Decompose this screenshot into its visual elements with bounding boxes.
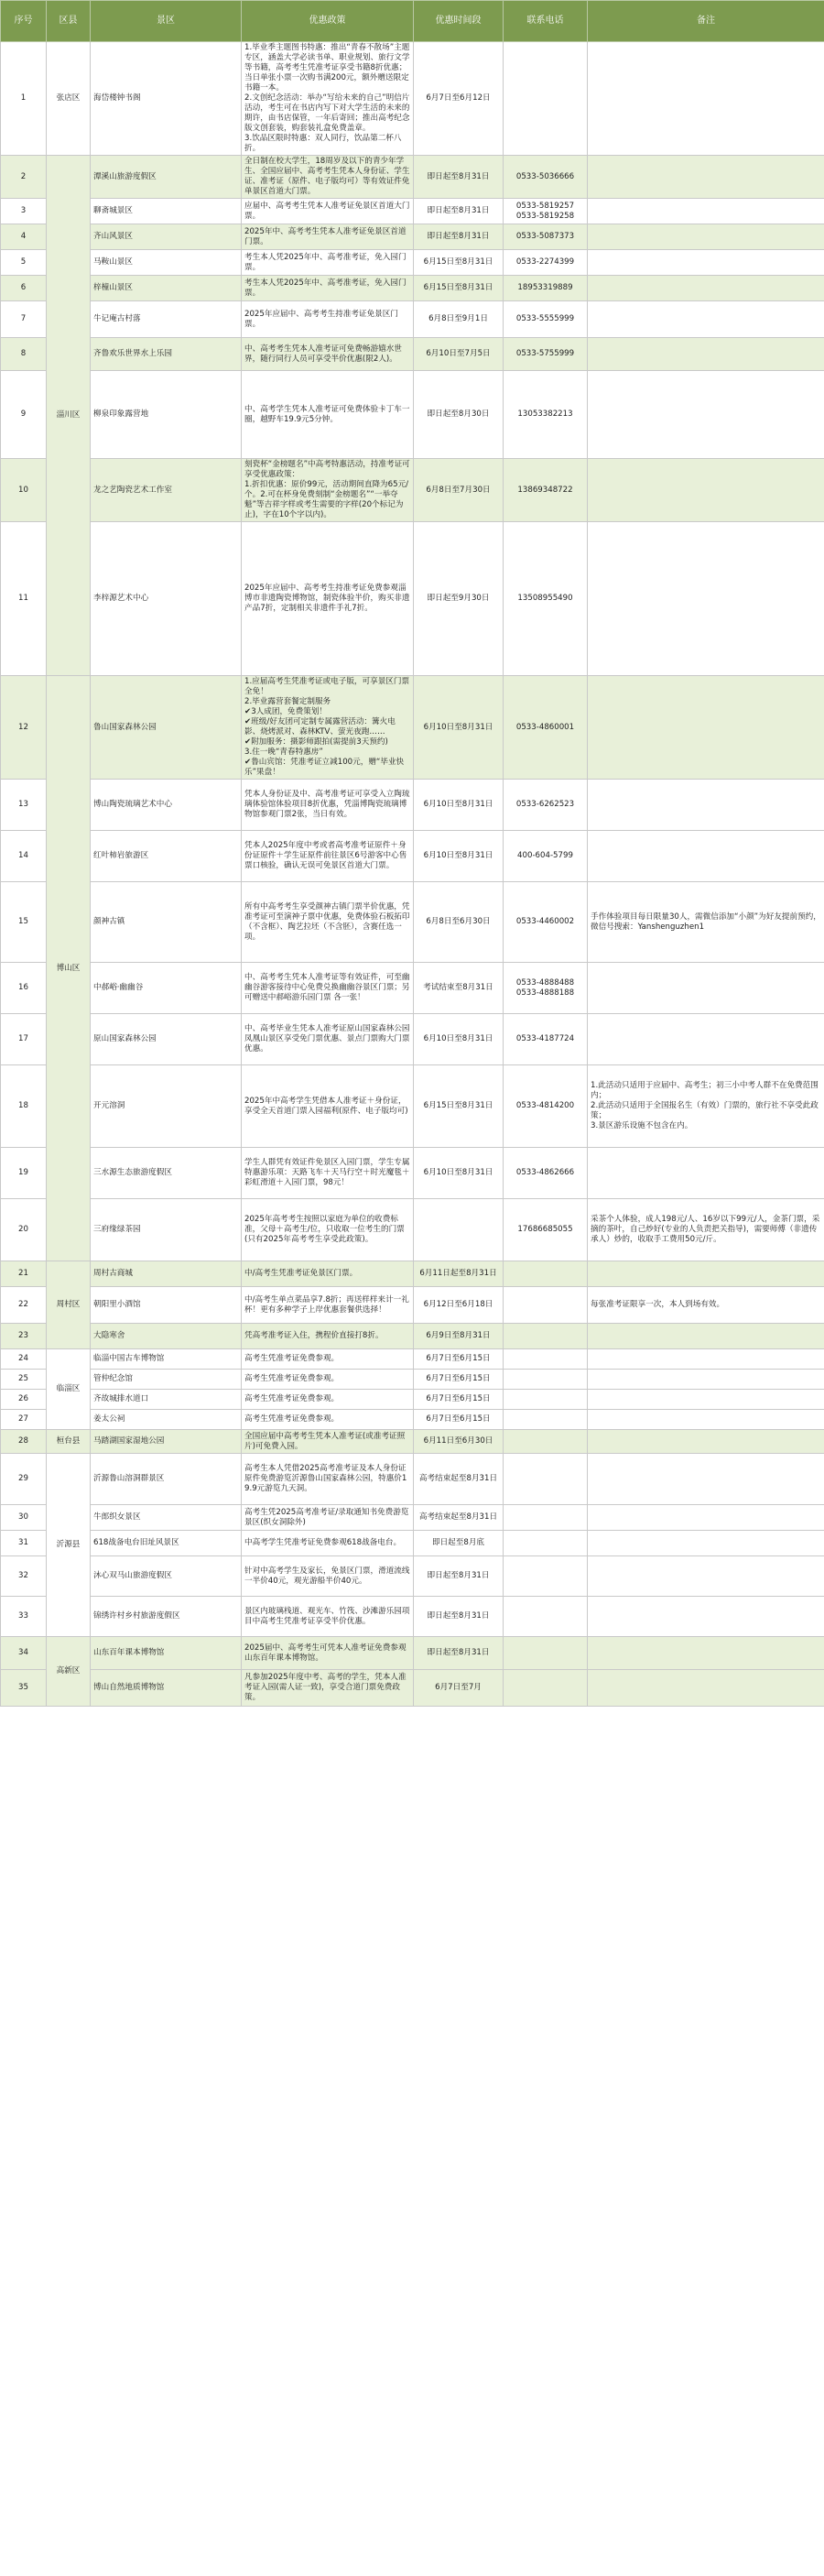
table-row bbox=[1, 1410, 824, 1430]
table-row bbox=[1, 250, 824, 276]
spot-name: 三府缘绿茶园 bbox=[91, 1199, 242, 1261]
note-text bbox=[588, 1349, 824, 1370]
policy-text: 中、高考学生凭本人准考证可免费体验卡丁车一圈，越野车19.9元5分钟。 bbox=[242, 371, 414, 459]
period-text: 即日起至8月31日 bbox=[414, 1556, 504, 1597]
spot-name: 原山国家森林公园 bbox=[91, 1014, 242, 1065]
note-text bbox=[588, 371, 824, 459]
spot-name: 海岱楼钟书阁 bbox=[91, 42, 242, 156]
table-row bbox=[1, 676, 824, 780]
table-row bbox=[1, 1637, 824, 1670]
note-text bbox=[588, 42, 824, 156]
policy-text: 全日制在校大学生，18周岁及以下的青少年学生、全国应届中、高考考生凭本人身份证、学生证、准考证（原件、电子版均可）等有效证件免单景区首道大门票。 bbox=[242, 156, 414, 199]
header-cell: 区县 bbox=[47, 1, 91, 42]
period-text: 6月7日至6月15日 bbox=[414, 1370, 504, 1390]
district-cell: 博山区 bbox=[47, 676, 91, 1261]
period-text: 即日起至8月31日 bbox=[414, 199, 504, 224]
note-text bbox=[588, 276, 824, 301]
spot-name: 聊斋城景区 bbox=[91, 199, 242, 224]
policy-text: 1.毕业季主题图书特惠：推出“青春不散场”主题专区，涵盖大学必读书单、职业规划、旅行文学等书籍，高考考生凭准考证享受书籍8折优惠；当日单张小票一次购书满200元，额外赠送限定书籍一本。 2.文创纪念活动：举办“写给未来的自己”明信片活动，考生可在书店内写下对大学生活的未来的期许，由书店保管，一年后寄回；推出高考纪念版文创套装，购套装礼盒免费盖章。 3.饮品区限时特惠：双人同行，饮品第二杯八折。 bbox=[242, 42, 414, 156]
row-number: 15 bbox=[1, 882, 47, 963]
spot-name: 管仲纪念馆 bbox=[91, 1370, 242, 1390]
period-text: 即日起至8月31日 bbox=[414, 1597, 504, 1637]
period-text: 6月7日至6月15日 bbox=[414, 1349, 504, 1370]
table-row bbox=[1, 1148, 824, 1199]
note-text bbox=[588, 1390, 824, 1410]
period-text: 6月7日至6月15日 bbox=[414, 1390, 504, 1410]
header-cell: 序号 bbox=[1, 1, 47, 42]
period-text: 即日起至8月30日 bbox=[414, 371, 504, 459]
row-number: 5 bbox=[1, 250, 47, 276]
period-text: 高考结束起至8月31日 bbox=[414, 1454, 504, 1505]
spot-name: 大隐寒舍 bbox=[91, 1324, 242, 1349]
table-row bbox=[1, 199, 824, 224]
period-text: 6月10日至8月31日 bbox=[414, 780, 504, 831]
table-row bbox=[1, 338, 824, 371]
row-number: 4 bbox=[1, 224, 47, 250]
district-cell: 周村区 bbox=[47, 1261, 91, 1349]
table-row bbox=[1, 831, 824, 882]
table-row bbox=[1, 459, 824, 522]
row-number: 29 bbox=[1, 1454, 47, 1505]
policy-text: 考生本人凭2025年中、高考准考证，免入园门票。 bbox=[242, 250, 414, 276]
policy-text: 高考生凭2025高考准考证/录取通知书免费游览景区(织女洞除外) bbox=[242, 1505, 414, 1531]
table-row bbox=[1, 522, 824, 676]
spot-name: 博山自然地质博物馆 bbox=[91, 1670, 242, 1707]
note-text bbox=[588, 522, 824, 676]
phone-text bbox=[504, 1261, 588, 1287]
phone-text bbox=[504, 42, 588, 156]
row-number: 1 bbox=[1, 42, 47, 156]
policy-text: 刻瓷杯“金榜题名”中高考特惠活动，持准考证可享受优惠政策： 1.折扣优惠：原价99元，活动期间直降为65元/个。2.可在杯身免费刻制“金榜题名”“一举夺魁”等吉祥字样或考生需要的字样(20个标记为止)，字在10个字以内)。 bbox=[242, 459, 414, 522]
period-text: 6月11日起至8月31日 bbox=[414, 1261, 504, 1287]
phone-text: 0533-4888488 0533-4888188 bbox=[504, 963, 588, 1014]
period-text: 6月12日至6月18日 bbox=[414, 1287, 504, 1324]
table-row bbox=[1, 301, 824, 338]
period-text: 6月15日至8月31日 bbox=[414, 250, 504, 276]
period-text: 6月10日至7月5日 bbox=[414, 338, 504, 371]
row-number: 10 bbox=[1, 459, 47, 522]
phone-text: 0533-5036666 bbox=[504, 156, 588, 199]
policy-text: 2025年高考考生按照以家庭为单位的收费标准，父母＋高考生/位，只收取一位考生的门票(只有2025年高考考生享受此政策)。 bbox=[242, 1199, 414, 1261]
district-cell: 高新区 bbox=[47, 1637, 91, 1707]
phone-text: 0533-4862666 bbox=[504, 1148, 588, 1199]
policy-text: 2025届中、高考考生可凭本人准考证免费参观山东百年课本博物馆。 bbox=[242, 1637, 414, 1670]
table-row bbox=[1, 371, 824, 459]
period-text: 高考结束起至8月31日 bbox=[414, 1505, 504, 1531]
phone-text bbox=[504, 1349, 588, 1370]
phone-text bbox=[504, 1390, 588, 1410]
header-cell: 优惠时间段 bbox=[414, 1, 504, 42]
table-row bbox=[1, 42, 824, 156]
period-text bbox=[414, 1199, 504, 1261]
spot-name: 三水源生态旅游度假区 bbox=[91, 1148, 242, 1199]
table-row bbox=[1, 1287, 824, 1324]
period-text: 6月8日至9月1日 bbox=[414, 301, 504, 338]
table-row bbox=[1, 1324, 824, 1349]
phone-text bbox=[504, 1670, 588, 1707]
row-number: 34 bbox=[1, 1637, 47, 1670]
phone-text: 17686685055 bbox=[504, 1199, 588, 1261]
period-text: 6月9日至8月31日 bbox=[414, 1324, 504, 1349]
policy-text: 2025年中、高考考生凭本人准考证免景区首道门票。 bbox=[242, 224, 414, 250]
note-text: 手作体验项目每日限量30人，需微信添加“小颜”为好友提前预约，微信号搜索：Yanshenguzhen1 bbox=[588, 882, 824, 963]
phone-text: 13508955490 bbox=[504, 522, 588, 676]
row-number: 20 bbox=[1, 1199, 47, 1261]
spot-name: 柳泉印象露营地 bbox=[91, 371, 242, 459]
table-row bbox=[1, 1454, 824, 1505]
table-row bbox=[1, 1014, 824, 1065]
period-text: 即日起至8月31日 bbox=[414, 156, 504, 199]
phone-text bbox=[504, 1430, 588, 1454]
row-number: 7 bbox=[1, 301, 47, 338]
policy-text: 中/高考生单点菜品享7.8折；再送样样来计一礼杯！更有多种学子上岸优惠套餐供选择！ bbox=[242, 1287, 414, 1324]
policy-text: 应届中、高考考生凭本人准考证免景区首道大门票。 bbox=[242, 199, 414, 224]
spot-name: 马踏湖国家湿地公园 bbox=[91, 1430, 242, 1454]
period-text: 即日起至8月31日 bbox=[414, 1637, 504, 1670]
row-number: 33 bbox=[1, 1597, 47, 1637]
row-number: 22 bbox=[1, 1287, 47, 1324]
period-text: 6月10日至8月31日 bbox=[414, 1014, 504, 1065]
row-number: 23 bbox=[1, 1324, 47, 1349]
note-text bbox=[588, 1670, 824, 1707]
row-number: 3 bbox=[1, 199, 47, 224]
table-row bbox=[1, 1349, 824, 1370]
phone-text: 0533-4460002 bbox=[504, 882, 588, 963]
spot-name: 锦绣许村乡村旅游度假区 bbox=[91, 1597, 242, 1637]
policy-text: 全国应届中高考考生凭本人准考证(或准考证照片)可免费入园。 bbox=[242, 1430, 414, 1454]
table-row bbox=[1, 156, 824, 199]
period-text: 6月11日至6月30日 bbox=[414, 1430, 504, 1454]
spot-name: 山东百年课本博物馆 bbox=[91, 1637, 242, 1670]
policy-text: 所有中高考考生享受颜神古镇门票半价优惠，凭准考证可至演神子票中优惠，免费体验石板拓印（不含框）、陶艺拉坯（不含胚），含赛任选一项。 bbox=[242, 882, 414, 963]
spot-name: 鲁山国家森林公园 bbox=[91, 676, 242, 780]
table-row bbox=[1, 1597, 824, 1637]
table-row bbox=[1, 882, 824, 963]
period-text: 6月10日至8月31日 bbox=[414, 1148, 504, 1199]
phone-text bbox=[504, 1597, 588, 1637]
spot-name: 红叶柿岩旅游区 bbox=[91, 831, 242, 882]
phone-text bbox=[504, 1324, 588, 1349]
spot-name: 博山陶瓷琉璃艺术中心 bbox=[91, 780, 242, 831]
note-text bbox=[588, 250, 824, 276]
period-text: 6月8日至7月30日 bbox=[414, 459, 504, 522]
phone-text: 0533-4187724 bbox=[504, 1014, 588, 1065]
district-cell: 张店区 bbox=[47, 42, 91, 156]
policy-text: 景区内玻璃栈道、观光车、竹筏、沙滩游乐园项目中高考生凭准考证享受半价优惠。 bbox=[242, 1597, 414, 1637]
policy-text: 中、高考毕业生凭本人准考证原山国家森林公园凤凰山景区享受免门票优惠、景点门票购大门票优惠。 bbox=[242, 1014, 414, 1065]
row-number: 21 bbox=[1, 1261, 47, 1287]
note-text bbox=[588, 199, 824, 224]
row-number: 28 bbox=[1, 1430, 47, 1454]
note-text bbox=[588, 338, 824, 371]
phone-text: 400-604-5799 bbox=[504, 831, 588, 882]
table-row bbox=[1, 276, 824, 301]
note-text bbox=[588, 459, 824, 522]
table-row bbox=[1, 963, 824, 1014]
table-row bbox=[1, 1390, 824, 1410]
policy-text: 中/高考生凭准考证免景区门票。 bbox=[242, 1261, 414, 1287]
phone-text: 0533-4814200 bbox=[504, 1065, 588, 1148]
spot-name: 618战备电台旧址风景区 bbox=[91, 1531, 242, 1556]
table-row bbox=[1, 1531, 824, 1556]
district-cell: 临淄区 bbox=[47, 1349, 91, 1430]
period-text: 6月7日至6月15日 bbox=[414, 1410, 504, 1430]
note-text bbox=[588, 1556, 824, 1597]
period-text: 6月7日至7月 bbox=[414, 1670, 504, 1707]
header-cell: 联系电话 bbox=[504, 1, 588, 42]
spot-name: 齐故城排水道口 bbox=[91, 1390, 242, 1410]
note-text bbox=[588, 1370, 824, 1390]
table-row bbox=[1, 1261, 824, 1287]
policy-text: 2025年中高考学生凭借本人准考证＋身份证，享受全天首道门票入园福利(原件、电子版均可) bbox=[242, 1065, 414, 1148]
note-text bbox=[588, 1410, 824, 1430]
policy-text: 2025年应届中、高考考生持准考证免景区门票。 bbox=[242, 301, 414, 338]
phone-text: 0533-5555999 bbox=[504, 301, 588, 338]
spot-name: 牛郎织女景区 bbox=[91, 1505, 242, 1531]
row-number: 27 bbox=[1, 1410, 47, 1430]
note-text bbox=[588, 224, 824, 250]
table-row bbox=[1, 1670, 824, 1707]
note-text bbox=[588, 1014, 824, 1065]
row-number: 30 bbox=[1, 1505, 47, 1531]
row-number: 26 bbox=[1, 1390, 47, 1410]
period-text: 6月15日至8月31日 bbox=[414, 276, 504, 301]
phone-text: 18953319889 bbox=[504, 276, 588, 301]
spot-name: 开元溶洞 bbox=[91, 1065, 242, 1148]
phone-text: 0533-5755999 bbox=[504, 338, 588, 371]
policy-text: 针对中高考学生及家长，免景区门票，滑道流线一半价40元，观光游船半价40元。 bbox=[242, 1556, 414, 1597]
table-row bbox=[1, 1199, 824, 1261]
period-text: 考试结束至8月31日 bbox=[414, 963, 504, 1014]
period-text: 即日起至8月底 bbox=[414, 1531, 504, 1556]
policy-text: 凭高考准考证入住，携程价直接打8折。 bbox=[242, 1324, 414, 1349]
policy-text: 考生本人凭2025年中、高考准考证，免入园门票。 bbox=[242, 276, 414, 301]
row-number: 13 bbox=[1, 780, 47, 831]
phone-text: 13869348722 bbox=[504, 459, 588, 522]
row-number: 12 bbox=[1, 676, 47, 780]
header-cell: 景区 bbox=[91, 1, 242, 42]
spot-name: 临淄中国古车博物馆 bbox=[91, 1349, 242, 1370]
policy-text: 中、高考考生凭本人准考证可免费畅游嬉水世界，随行同行人员可享受半价优惠(限2人)。 bbox=[242, 338, 414, 371]
policy-text: 凭本人2025年度中考或者高考准考证原件＋身份证原件＋学生证原件前往景区6号游客中心售票口核验，确认无误可免景区首道大门票。 bbox=[242, 831, 414, 882]
period-text: 6月10日至8月31日 bbox=[414, 676, 504, 780]
policy-text: 高考生凭准考证免费参观。 bbox=[242, 1390, 414, 1410]
spot-name: 齐鲁欢乐世界水上乐园 bbox=[91, 338, 242, 371]
phone-text bbox=[504, 1637, 588, 1670]
policy-text: 高考生凭准考证免费参观。 bbox=[242, 1349, 414, 1370]
period-text: 即日起至8月31日 bbox=[414, 224, 504, 250]
table-row bbox=[1, 1556, 824, 1597]
spot-name: 龙之艺陶瓷艺术工作室 bbox=[91, 459, 242, 522]
note-text: 每张准考证限享一次，本人到场有效。 bbox=[588, 1287, 824, 1324]
table-row bbox=[1, 780, 824, 831]
spot-name: 潭溪山旅游度假区 bbox=[91, 156, 242, 199]
note-text: 1.此活动只适用于应届中、高考生；初三小中考人群不在免费范围内； 2.此活动只适用于全国报名生（有效）门票的，旅行社不享受此政策； 3.景区游乐设施不包含在内。 bbox=[588, 1065, 824, 1148]
policy-text: 1.应届高考生凭准考证或电子版，可享景区门票全免！ 2.毕业露营套餐定制服务 ✔3人成团，免费策划！ ✔班级/好友团可定制专属露营活动：篝火电影、烧烤派对、森林KTV、萤光夜跑…… ✔附加服务：摄影师跟拍(需提前3天预约) 3.住一晚“青春特惠房” ✔鲁山宾馆：凭准考证立减100元，赠“毕业快乐”果盘！ bbox=[242, 676, 414, 780]
spot-name: 李梓源艺术中心 bbox=[91, 522, 242, 676]
note-text: 采茶个人体验，成人198元/人、16岁以下99元/人，金茶门票，采摘的茶叶，自己炒好(专业的人负责把关指导)，需要师傅（非遗传承人）炒的，收取手工费用50元/斤。 bbox=[588, 1199, 824, 1261]
policy-text: 高考生凭准考证免费参观。 bbox=[242, 1370, 414, 1390]
note-text bbox=[588, 1454, 824, 1505]
row-number: 35 bbox=[1, 1670, 47, 1707]
row-number: 19 bbox=[1, 1148, 47, 1199]
note-text bbox=[588, 780, 824, 831]
row-number: 11 bbox=[1, 522, 47, 676]
note-text bbox=[588, 1505, 824, 1531]
spot-name: 齐山风景区 bbox=[91, 224, 242, 250]
row-number: 8 bbox=[1, 338, 47, 371]
table-row bbox=[1, 224, 824, 250]
note-text bbox=[588, 1148, 824, 1199]
note-text bbox=[588, 1430, 824, 1454]
phone-text bbox=[504, 1454, 588, 1505]
district-cell: 桓台县 bbox=[47, 1430, 91, 1454]
note-text bbox=[588, 1324, 824, 1349]
row-number: 25 bbox=[1, 1370, 47, 1390]
row-number: 18 bbox=[1, 1065, 47, 1148]
spot-name: 沂源鲁山溶洞群景区 bbox=[91, 1454, 242, 1505]
note-text bbox=[588, 1597, 824, 1637]
phone-text: 13053382213 bbox=[504, 371, 588, 459]
period-text: 6月15日至8月31日 bbox=[414, 1065, 504, 1148]
policy-text: 凭本人身份证及中、高考准考证可享受入立陶琉璃体验馆体验项目8折优惠，凭淄博陶瓷琉璃博物馆参观门票2张，当日有效。 bbox=[242, 780, 414, 831]
spot-name: 中郝峪·幽幽谷 bbox=[91, 963, 242, 1014]
row-number: 14 bbox=[1, 831, 47, 882]
table-row bbox=[1, 1430, 824, 1454]
note-text bbox=[588, 301, 824, 338]
spot-name: 颜神古镇 bbox=[91, 882, 242, 963]
header-cell: 备注 bbox=[588, 1, 824, 42]
policy-text: 学生人群凭有效证件免景区入园门票，学生专属特惠游乐项：天路飞车＋天马行空＋时光魔毯＋彩虹滑道＋入园门票，98元！ bbox=[242, 1148, 414, 1199]
table-row bbox=[1, 1065, 824, 1148]
spot-name: 牛记庵古村落 bbox=[91, 301, 242, 338]
header-cell: 优惠政策 bbox=[242, 1, 414, 42]
policy-text: 2025年应届中、高考考生持准考证免费参观淄博市非遗陶瓷博物馆，制瓷体验半价，购买非遗产品7折，定制相关非遗件手礼7折。 bbox=[242, 522, 414, 676]
spot-name: 沐心双马山旅游度假区 bbox=[91, 1556, 242, 1597]
district-cell: 沂源县 bbox=[47, 1454, 91, 1637]
row-number: 32 bbox=[1, 1556, 47, 1597]
policy-text: 凡参加2025年度中考、高考的学生，凭本人准考证入园(需人证一致)，享受合道门票免费政策。 bbox=[242, 1670, 414, 1707]
phone-text bbox=[504, 1410, 588, 1430]
period-text: 6月10日至8月31日 bbox=[414, 831, 504, 882]
note-text bbox=[588, 831, 824, 882]
phone-text bbox=[504, 1287, 588, 1324]
phone-text: 0533-5087373 bbox=[504, 224, 588, 250]
row-number: 16 bbox=[1, 963, 47, 1014]
phone-text: 0533-2274399 bbox=[504, 250, 588, 276]
row-number: 24 bbox=[1, 1349, 47, 1370]
district-cell: 淄川区 bbox=[47, 156, 91, 676]
table-row bbox=[1, 1505, 824, 1531]
period-text: 即日起至9月30日 bbox=[414, 522, 504, 676]
policy-text: 中、高考考生凭本人准考证等有效证件，可至幽幽谷游客接待中心免费兑换幽幽谷景区门票；另可赠送中郝峪游乐园门票 各一张！ bbox=[242, 963, 414, 1014]
note-text bbox=[588, 676, 824, 780]
spot-name: 马鞍山景区 bbox=[91, 250, 242, 276]
policy-text: 中高考学生凭准考证免费参观618战备电台。 bbox=[242, 1531, 414, 1556]
phone-text bbox=[504, 1370, 588, 1390]
spot-name: 朝阳里小酒馆 bbox=[91, 1287, 242, 1324]
period-text: 6月8日至6月30日 bbox=[414, 882, 504, 963]
phone-text bbox=[504, 1505, 588, 1531]
period-text: 6月7日至6月12日 bbox=[414, 42, 504, 156]
phone-text bbox=[504, 1531, 588, 1556]
note-text bbox=[588, 963, 824, 1014]
spot-name: 姜太公祠 bbox=[91, 1410, 242, 1430]
row-number: 9 bbox=[1, 371, 47, 459]
phone-text: 0533-4860001 bbox=[504, 676, 588, 780]
note-text bbox=[588, 1261, 824, 1287]
row-number: 2 bbox=[1, 156, 47, 199]
row-number: 31 bbox=[1, 1531, 47, 1556]
policy-text: 高考生本人凭借2025高考准考证及本人身份证原件免费游览沂源鲁山国家森林公园，特惠价19.9元游览九天洞。 bbox=[242, 1454, 414, 1505]
policy-text: 高考生凭准考证免费参观。 bbox=[242, 1410, 414, 1430]
spot-name: 梓橦山景区 bbox=[91, 276, 242, 301]
note-text bbox=[588, 156, 824, 199]
phone-text: 0533-6262523 bbox=[504, 780, 588, 831]
header-row bbox=[1, 1, 824, 42]
spot-name: 周村古商城 bbox=[91, 1261, 242, 1287]
table-row bbox=[1, 1370, 824, 1390]
note-text bbox=[588, 1531, 824, 1556]
row-number: 6 bbox=[1, 276, 47, 301]
phone-text: 0533-5819257 0533-5819258 bbox=[504, 199, 588, 224]
row-number: 17 bbox=[1, 1014, 47, 1065]
phone-text bbox=[504, 1556, 588, 1597]
note-text bbox=[588, 1637, 824, 1670]
